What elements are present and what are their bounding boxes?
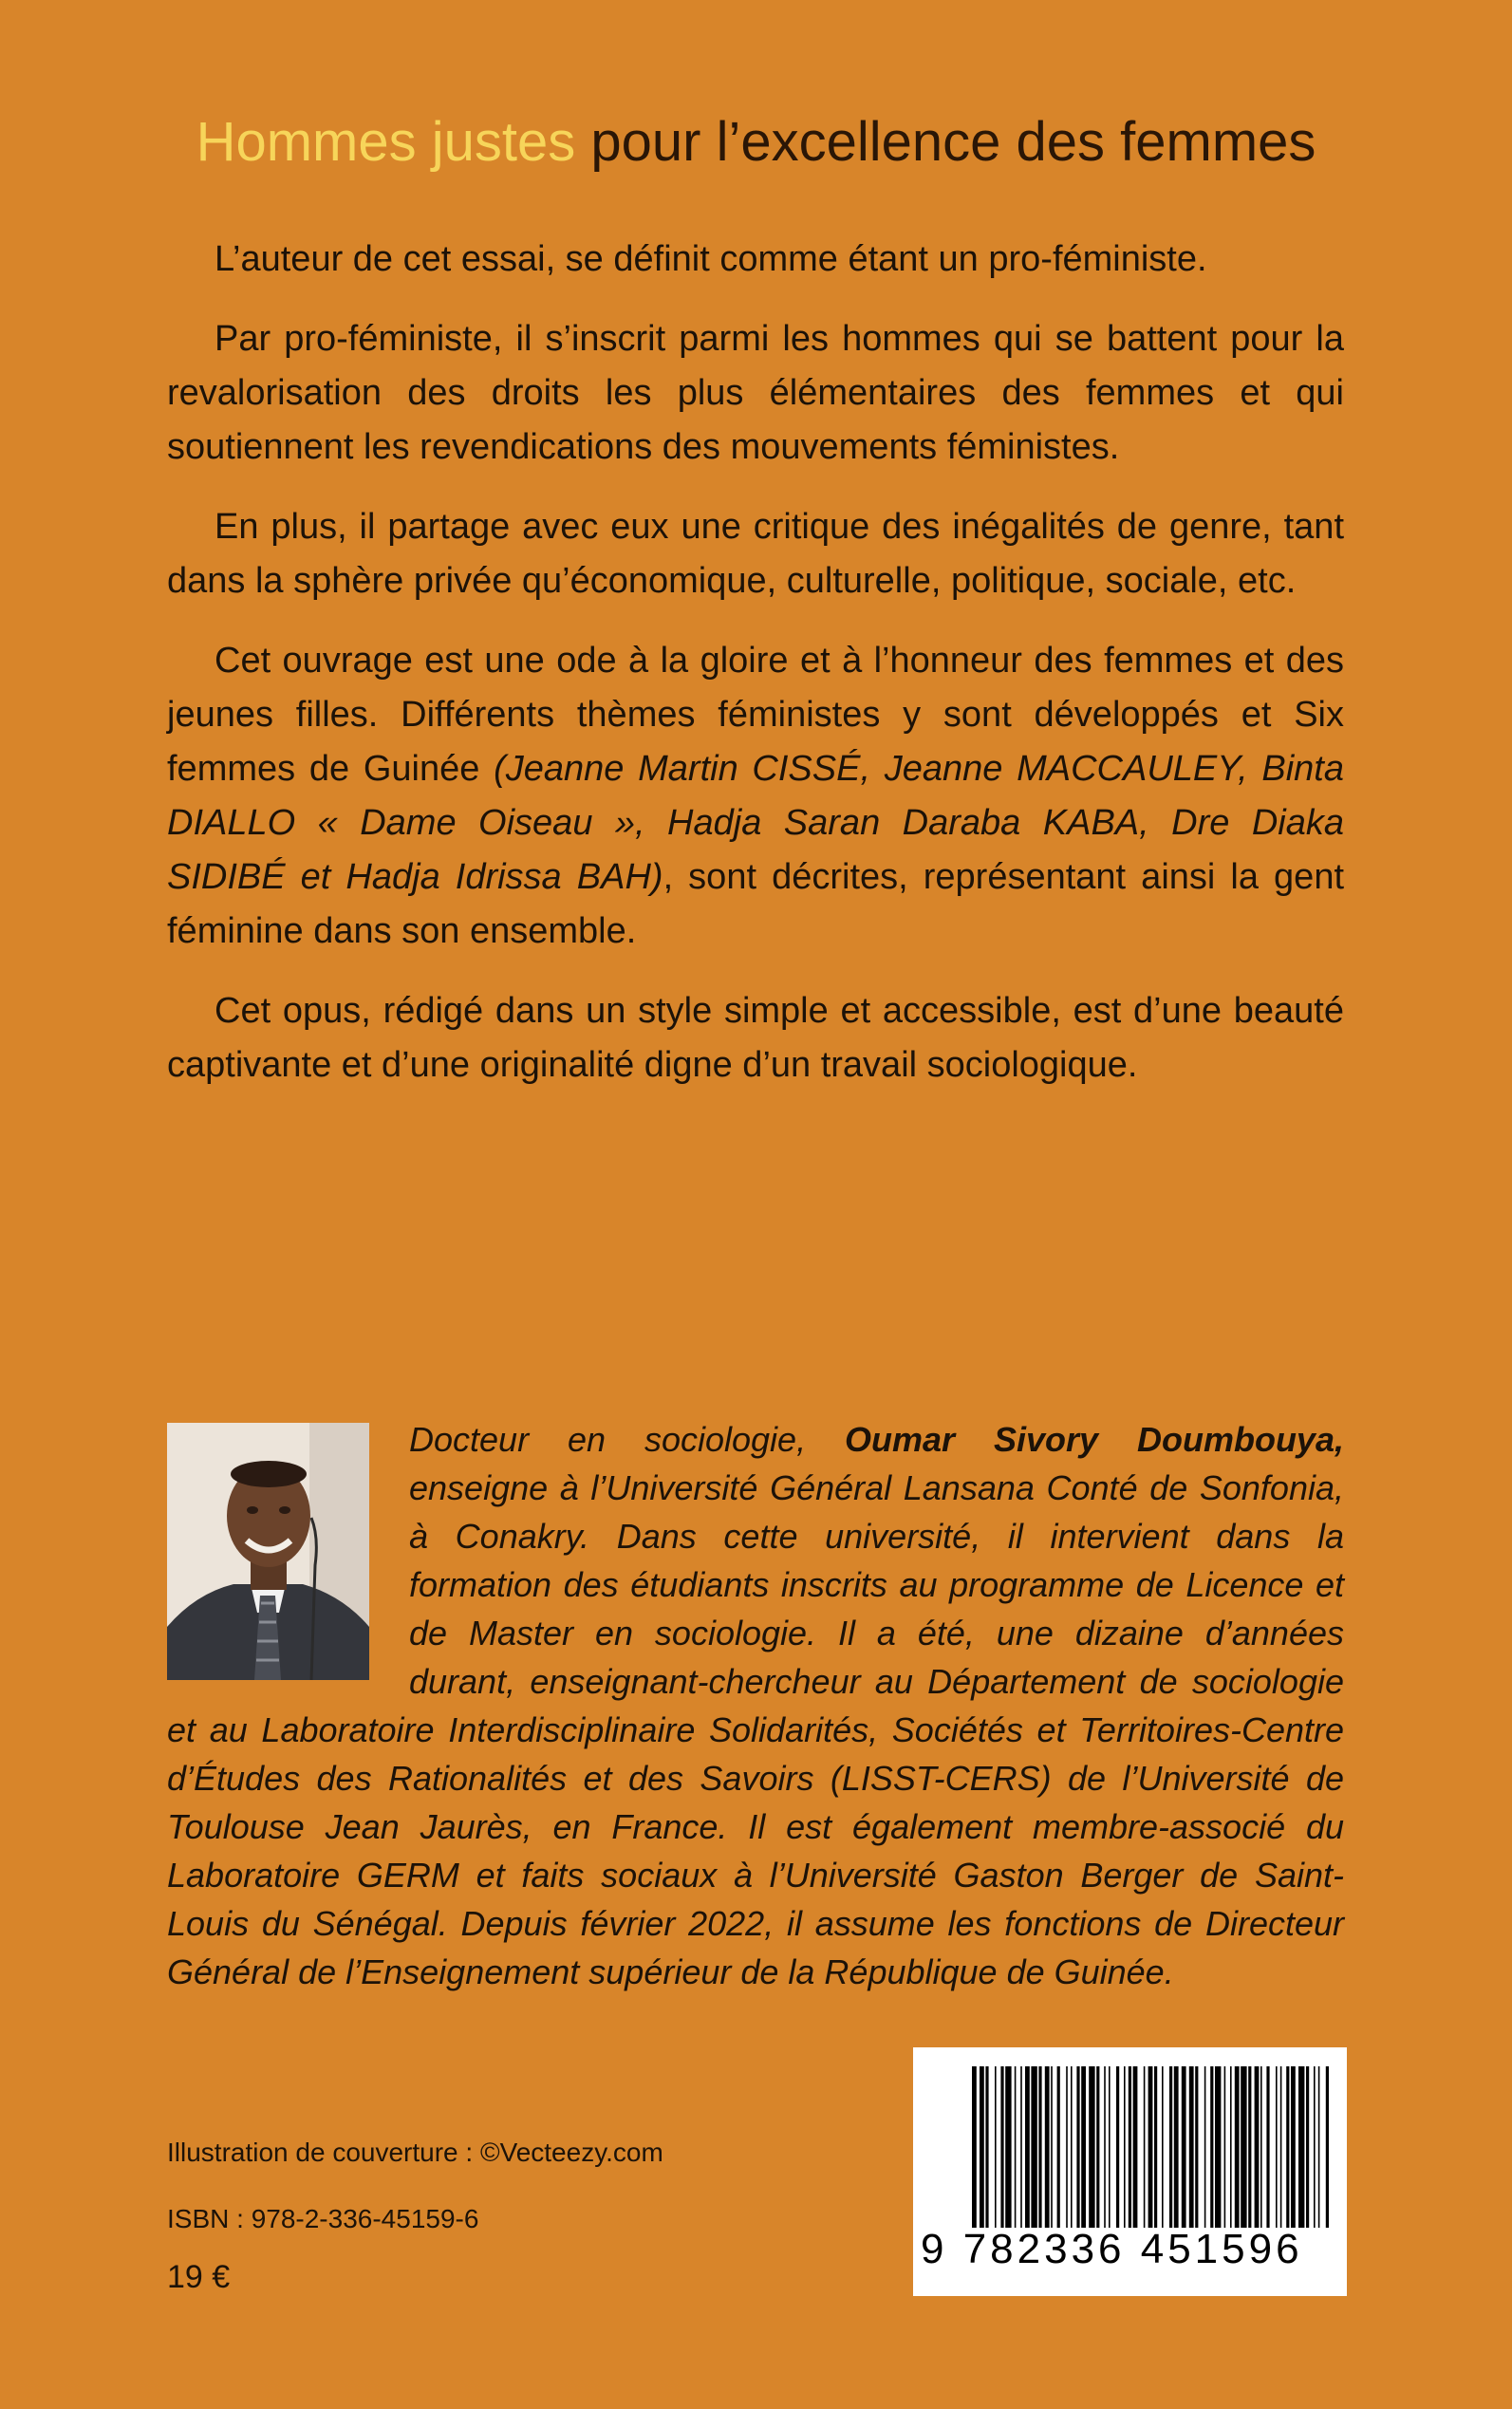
bio-text: enseigne à l’Université Général Lansana Conté de Sonfonia, à Conakry. Dans cette université, il intervient dans la formation des étudiants inscrits au programme de Licence et de Master en sociologie. Il a été, une dizaine d’années durant, enseignant-chercheur au Département de sociologie et au Laboratoire Interdisciplinaire Solidarités, Sociétés et Territoires-Centre d’Études des Rationalités et des Savoirs (LISST-CERS) de l’Université de Toulouse Jean Jaurès, en France. Il est également membre-associé du Laboratoire GERM et faits sociaux à l’Université Gaston Berger de Saint-Louis du Sénégal. Depuis février 2022, il assume les fonctions de Directeur Général de l’Enseignement supérieur de la République de Guinée. [167,1468,1344,1991]
barcode-bar [1195,2066,1198,2228]
summary-paragraph-4 [167,634,1344,959]
barcode-bar [1235,2066,1240,2228]
barcode-bar [1129,2066,1131,2228]
barcode-bar [1248,2066,1251,2228]
barcode-bar [1109,2066,1111,2228]
barcode-bar [1298,2066,1304,2228]
barcode-bar [1266,2066,1269,2228]
price: 19 € [167,2259,231,2295]
barcode-bar [1182,2066,1186,2228]
barcode-bar [995,2066,997,2228]
author-name: Oumar Sivory Doumbouya, [845,1420,1344,1459]
barcode-bar [1276,2066,1278,2228]
barcode-bar [1189,2066,1194,2228]
paragraph-4-start: Cet ouvrage est une ode à la gloire et à l’honneur des femmes et des jeunes filles. Différents thèmes féministes y sont développés et Six femmes de Guinée [167,641,1344,789]
summary-paragraph-5: Cet opus, rédigé dans un style simple et accessible, est d’une beauté captivante et d’une originalité digne d’un travail sociologique. [167,991,1344,1085]
barcode-bar [1045,2066,1050,2228]
barcode-bar [1144,2066,1146,2228]
barcode-bar [1154,2066,1157,2228]
summary-paragraph-1: L’auteur de cet essai, se définit comme étant un pro-féministe. [215,239,1207,279]
barcode-bar [1291,2066,1296,2228]
barcode-digits: 9 782336 451596 [921,2226,1303,2272]
barcode-bar [1081,2066,1086,2228]
barcode-bar [1260,2066,1262,2228]
barcode-bar [1025,2066,1030,2228]
barcode-bar [1071,2066,1073,2228]
barcode-bar [1124,2066,1126,2228]
barcode-bar [1005,2066,1011,2228]
barcode-bar [1133,2066,1138,2228]
barcode-bar [1326,2066,1329,2228]
barcode-bar [1038,2066,1041,2228]
barcode-bar [1104,2066,1106,2228]
barcode-bar [972,2066,977,2228]
barcode-bar [1057,2066,1060,2228]
barcode-bar [1286,2066,1289,2228]
barcode-bar [980,2066,984,2228]
title-rest: pour l’excellence des femmes [590,111,1316,173]
barcode-bar [1230,2066,1232,2228]
summary-paragraph-3: En plus, il partage avec eux une critique des inégalités de genre, tant dans la sphère privée qu’économique, culturelle, politique, sociale, etc. [167,507,1344,601]
photo-spacer [167,1415,409,1700]
title-accent: Hommes justes [196,111,576,173]
barcode-bar [1000,2066,1003,2228]
barcode-bar [1280,2066,1282,2228]
summary-paragraph-2: Par pro-féministe, il s’inscrit parmi les hommes qui se battent pour la revalorisation des droits les plus élémentaires des femmes et qui soutiennent les revendications des mouvements féministes. [167,319,1344,467]
barcode-bar [1076,2066,1079,2228]
book-title [0,104,1512,180]
barcode-bar [1306,2066,1309,2228]
cover-illustration-credit: Illustration de couverture : ©Vecteezy.com [167,2138,663,2167]
barcode-bar [1255,2066,1260,2228]
barcode-bar [1210,2066,1213,2228]
barcode-bar [1096,2066,1099,2228]
barcode [913,2047,1347,2296]
barcode-bar [1015,2066,1017,2228]
paragraph-4-end: , sont décrites, représentant ainsi la gent féminine dans son ensemble. [167,857,1345,951]
barcode-bar [1174,2066,1179,2228]
barcode-bar [1031,2066,1036,2228]
barcode-bar [1169,2066,1172,2228]
barcode-bar [1020,2066,1022,2228]
barcode-bar [985,2066,988,2228]
barcode-bar [1148,2066,1153,2228]
back-cover-summary [167,233,1344,1118]
barcode-bar [1204,2066,1206,2228]
barcode-bar [1089,2066,1094,2228]
author-biography [167,1415,1344,1996]
barcode-bar [1215,2066,1221,2228]
barcode-bar [1241,2066,1246,2228]
isbn: ISBN : 978-2-336-45159-6 [167,2204,479,2233]
barcode-bar [1066,2066,1068,2228]
barcode-bar [1224,2066,1226,2228]
barcode-bar [1051,2066,1053,2228]
barcode-bar [1314,2066,1316,2228]
barcode-bar [1162,2066,1164,2228]
barcode-bar [1116,2066,1119,2228]
bio-intro: Docteur en sociologie, [409,1420,846,1459]
barcode-bar [1318,2066,1320,2228]
women-list: (Jeanne Martin CISSÉ, Jeanne MACCAULEY, Binta DIALLO « Dame Oiseau », Hadja Saran Daraba KABA, Dre Diaka SIDIBÉ et Hadja Idrissa BAH) [167,749,1344,897]
